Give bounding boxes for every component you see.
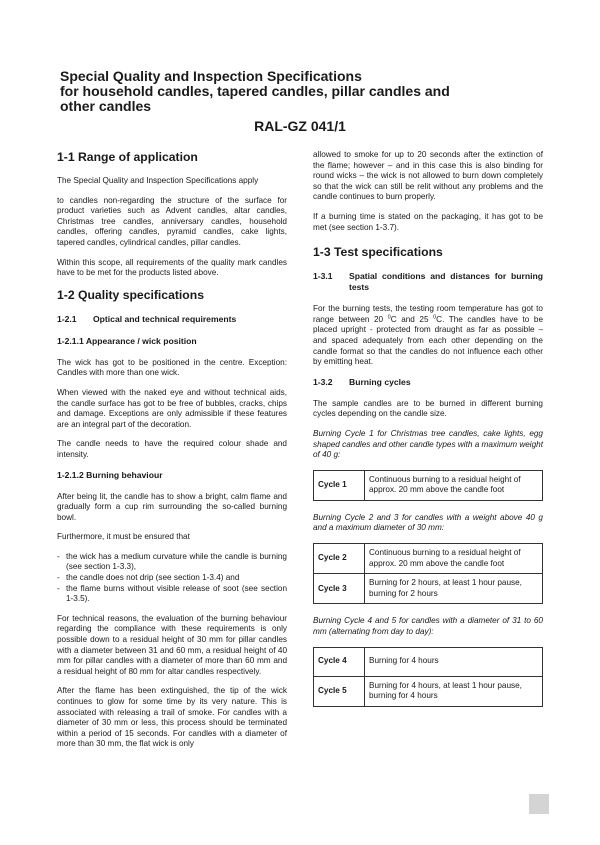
section-number: 1-3.1 xyxy=(313,271,333,282)
degree-superscript: 0 xyxy=(433,314,437,321)
cycle-description: Burning for 4 hours xyxy=(365,647,543,676)
cycle-description: Burning for 2 hours, at least 1 hour pause, burning for 2 hours xyxy=(365,574,543,604)
requirement-list xyxy=(57,552,287,605)
document-code: RAL-GZ 041/1 xyxy=(254,118,346,134)
table-row xyxy=(314,544,543,574)
title-block xyxy=(60,69,540,134)
section-1-1-heading: 1-1 Range of application xyxy=(57,150,198,164)
section-number: 1-2.1 xyxy=(57,313,77,324)
left-column xyxy=(57,150,287,759)
paragraph: If a burning time is stated on the packaging, it has got to be met (see section 1-3.7). xyxy=(313,211,543,232)
page-corner-marker xyxy=(529,794,549,814)
section-title: Optical and technical requirements xyxy=(93,313,237,324)
cycle-label: Cycle 5 xyxy=(314,676,365,706)
title-line-1: Special Quality and Inspection Specifications xyxy=(60,68,362,84)
section-title: Burning cycles xyxy=(349,376,411,387)
cycle-description: Continuous burning to a residual height of approx. 20 mm above the candle foot xyxy=(365,544,543,574)
section-1-2-heading: 1-2 Quality specifications xyxy=(57,287,204,302)
paragraph: After the flame has been extinguished, the tip of the wick continues to glow for some time by its very nature. This is associated with releasing a trail of smoke. For candles with a diameter of 30 mm or less, this process should be terminated within a period of 15 seconds. For candles with a diameter of more than 30 mm, the flat wick is only xyxy=(57,686,287,749)
paragraph: For technical reasons, the evaluation of the burning behaviour regarding the compliance with these requirements is only possible down to a residual height of 30 mm for pillar candles with a diameter between 31 and 60 mm, a residual height of 40 mm for pillar candles with a diameter of more than 60 mm and a residual height of 80 mm for altar candles respectively. xyxy=(57,613,287,676)
list-item: - the wick has a medium curvature while the candle is burning (see section 1-3.3), xyxy=(57,552,287,573)
title-line-3: other candles xyxy=(60,98,152,114)
text-run: For the burning tests, the testing room temperature has got to range between 20 xyxy=(313,304,543,324)
right-column xyxy=(313,150,543,719)
paragraph: When viewed with the naked eye and without technical aids, the candle surface has got to be free of bubbles, cracks, chips and damage. Exceptions are only admissible if these features are an integral part of the decoration. xyxy=(57,387,287,429)
degree-superscript: 0 xyxy=(387,314,391,321)
table-row xyxy=(314,676,543,706)
title-line-2: for household candles, tapered candles, pillar candles and xyxy=(60,83,450,99)
table-row xyxy=(314,574,543,604)
section-1-3-2-heading xyxy=(313,377,543,388)
paragraph: to candles non-regarding the structure of the surface for product varieties such as Advent candles, altar candles, Christmas tree candles, anniversary candles, household candles, offering candles, pyramid candles, cake lights, tapered candles, cylindrical candles, pillar candles. xyxy=(57,195,287,247)
cycle-label: Cycle 3 xyxy=(314,574,365,604)
burning-cycle-table-3 xyxy=(313,647,543,707)
paragraph: The candle needs to have the required colour shade and intensity. xyxy=(57,439,287,459)
table-caption: Burning Cycle 4 and 5 for candles with a diameter of 31 to 60 mm (alternating from day to day): xyxy=(313,616,543,637)
paragraph xyxy=(313,304,543,368)
section-1-3-heading: 1-3 Test specifications xyxy=(313,245,443,260)
paragraph: allowed to smoke for up to 20 seconds after the extinction of the flame; however – and in this case this is also binding for round wicks – the wick is not allowed to burn down completely so that the wick can still be relit without any problems and the candle continues to burn properly. xyxy=(313,150,543,202)
paragraph: The wick has got to be positioned in the centre. Exception: Candles with more than one wick. xyxy=(57,357,287,378)
paragraph: Furthermore, it must be ensured that xyxy=(57,532,190,542)
list-item: - the candle does not drip (see section 1-3.4) and xyxy=(57,573,287,584)
burning-cycle-table-1 xyxy=(313,470,543,501)
list-item: - the flame burns without visible release of soot (see section 1-3.5). xyxy=(57,584,287,605)
section-1-2-1-2-heading: 1-2.1.2 Burning behaviour xyxy=(57,469,163,480)
cycle-label: Cycle 1 xyxy=(314,470,365,500)
table-caption: Burning Cycle 1 for Christmas tree candles, cake lights, egg shaped candles and other candle types with a maximum weight of 40 g: xyxy=(313,428,543,460)
paragraph: The Special Quality and Inspection Specifications apply xyxy=(57,176,259,185)
paragraph: The sample candles are to be burned in different burning cycles depending on the candle size. xyxy=(313,398,543,419)
section-1-2-1-1-heading: 1-2.1.1 Appearance / wick position xyxy=(57,335,197,346)
paragraph: After being lit, the candle has to show a bright, calm flame and gradually form a cup rim surrounding the so-called burning bowl. xyxy=(57,491,287,522)
cycle-description: Burning for 4 hours, at least 1 hour pause, burning for 4 hours xyxy=(365,676,543,706)
cycle-label: Cycle 4 xyxy=(314,647,365,676)
table-row xyxy=(314,647,543,676)
cycle-label: Cycle 2 xyxy=(314,544,365,574)
burning-cycle-table-2 xyxy=(313,543,543,604)
section-1-2-1-heading xyxy=(57,314,287,325)
paragraph: Within this scope, all requirements of the quality mark candles have to be met for the products listed above. xyxy=(57,257,287,278)
section-1-3-1-heading xyxy=(313,271,543,293)
text-run: C and 25 xyxy=(390,314,434,324)
table-caption: Burning Cycle 2 and 3 for candles with a weight above 40 g and a maximum diameter of 30 mm: xyxy=(313,512,543,533)
cycle-description: Continuous burning to a residual height of approx. 20 mm above the candle foot xyxy=(365,470,543,500)
table-row xyxy=(314,470,543,500)
text-run: C. The candles have to be placed upright - protected from draught as far as possible – and spaced adequately from each other depending on the candle format so that the candles do not influence each other by emitting heat. xyxy=(313,314,543,367)
section-number: 1-3.2 xyxy=(313,376,333,387)
section-title: Spatial conditions and distances for burning tests xyxy=(349,271,543,293)
